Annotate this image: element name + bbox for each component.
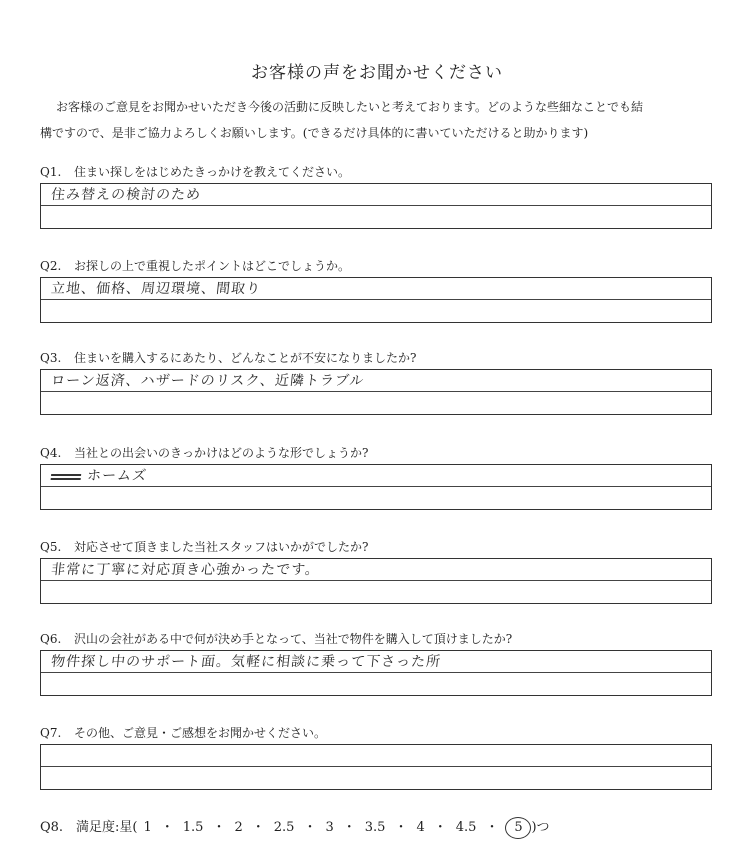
rating-separator: ・ — [394, 820, 408, 835]
question-number: Q1. — [40, 165, 62, 179]
rating-separator: ・ — [212, 820, 226, 835]
answer-box[interactable] — [40, 183, 712, 229]
answer-box[interactable] — [40, 650, 712, 696]
answer-box[interactable] — [40, 558, 712, 604]
question-text: その他、ご意見・ご感想をお聞かせください。 — [74, 726, 327, 740]
rating-separator: ・ — [485, 820, 499, 835]
rating-option[interactable]: 1 — [143, 820, 152, 835]
handwritten-answer — [50, 746, 52, 766]
divider — [41, 672, 711, 673]
intro-line-1: お客様のご意見をお聞かせいただき今後の活動に反映したいと考えております。どのような些細なことでも結 — [56, 100, 644, 114]
rating-option[interactable]: 3.5 — [364, 820, 386, 835]
question-text: お探しの上で重視したポイントはどこでしょうか。 — [74, 259, 351, 273]
divider — [41, 391, 711, 392]
handwritten-answer: 立地、価格、周辺環境、間取り — [50, 281, 262, 297]
divider — [41, 299, 711, 300]
rating-label: 満足度:星( — [76, 820, 138, 835]
rating-separator: ・ — [342, 820, 356, 835]
rating-options — [141, 816, 531, 836]
answer-box[interactable] — [40, 464, 712, 510]
divider — [41, 580, 711, 581]
question-text: 住まいを購入するにあたり、どんなことが不安になりましたか? — [74, 351, 417, 365]
divider — [41, 205, 711, 206]
rating-option-selected[interactable]: 5 — [505, 817, 531, 839]
question-number: Q6. — [40, 632, 62, 646]
question-text: 対応させて頂きました当社スタッフはいかがでしたか? — [74, 540, 369, 554]
strikethrough-mark — [50, 470, 81, 482]
satisfaction-rating — [40, 816, 550, 836]
divider — [41, 486, 711, 487]
question-6 — [40, 630, 712, 696]
question-3 — [40, 349, 712, 415]
rating-option[interactable]: 2 — [234, 820, 243, 835]
question-number: Q7. — [40, 726, 62, 740]
question-5 — [40, 538, 712, 604]
handwritten-answer: ホームズ — [86, 468, 148, 484]
answer-box[interactable] — [40, 277, 712, 323]
handwritten-answer: 非常に丁寧に対応頂き心強かったです。 — [50, 562, 321, 578]
rating-separator: ・ — [433, 820, 447, 835]
intro-line-2: 構ですので、是非ご協力よろしくお願いします。(できるだけ具体的に書いていただけると助かります) — [40, 126, 589, 140]
question-number: Q5. — [40, 540, 62, 554]
divider — [41, 766, 711, 767]
question-7 — [40, 724, 712, 790]
question-4 — [40, 444, 712, 510]
rating-option[interactable]: 1.5 — [182, 820, 204, 835]
intro-text — [40, 94, 720, 146]
question-1 — [40, 163, 712, 229]
question-number: Q2. — [40, 259, 62, 273]
question-text: 当社との出会いのきっかけはどのような形でしょうか? — [74, 446, 369, 460]
question-number: Q3. — [40, 351, 62, 365]
answer-box[interactable] — [40, 369, 712, 415]
rating-option[interactable]: 4 — [416, 820, 425, 835]
handwritten-answer: 住み替えの検討のため — [50, 187, 202, 203]
question-2 — [40, 257, 712, 323]
rating-option[interactable]: 2.5 — [273, 820, 295, 835]
question-number: Q8. — [40, 820, 64, 835]
question-text: 沢山の会社がある中で何が決め手となって、当社で物件を購入して頂けましたか? — [74, 632, 513, 646]
handwritten-answer: 物件探し中のサポート面。気軽に相談に乗って下さった所 — [50, 654, 442, 670]
page-title: お客様の声をお聞かせください — [251, 63, 503, 83]
rating-option[interactable]: 3 — [325, 820, 334, 835]
rating-suffix: )つ — [531, 820, 550, 835]
question-number: Q4. — [40, 446, 62, 460]
rating-separator: ・ — [251, 820, 265, 835]
question-text: 住まい探しをはじめたきっかけを教えてください。 — [74, 165, 351, 179]
rating-separator: ・ — [160, 820, 174, 835]
handwritten-answer: ローン返済、ハザードのリスク、近隣トラブル — [50, 373, 366, 389]
rating-separator: ・ — [303, 820, 317, 835]
answer-box[interactable] — [40, 744, 712, 790]
rating-option[interactable]: 4.5 — [455, 820, 477, 835]
